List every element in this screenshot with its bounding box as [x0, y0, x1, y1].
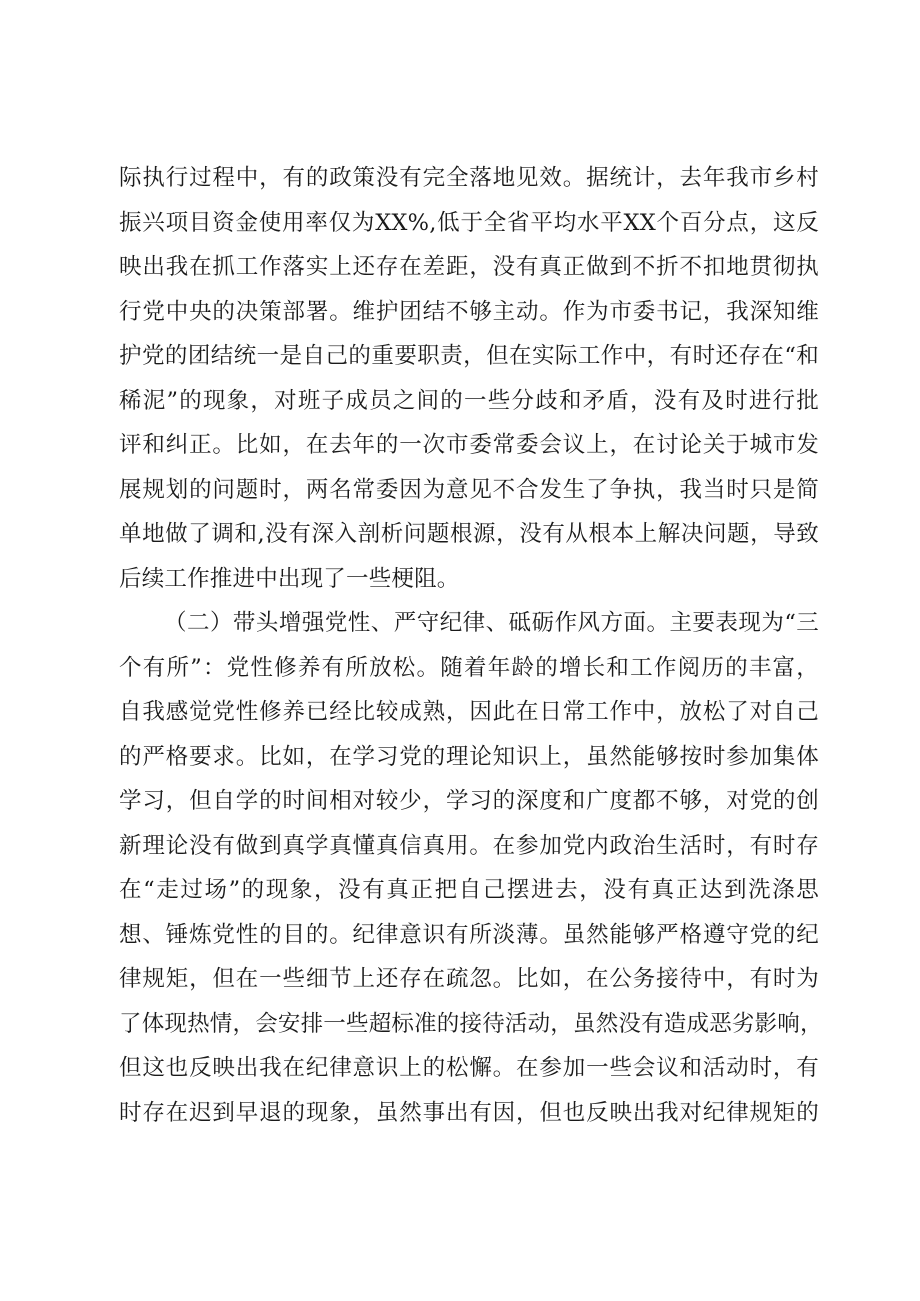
text-line: 自我感觉党性修养已经比较成熟，因此在日常工作中，放松了对自己 — [119, 699, 819, 725]
text-line: 单地做了调和,没有深入剖析问题根源，没有从根本上解决问题，导致 — [119, 521, 819, 547]
text-line: 新理论没有做到真学真懂真信真用。在参加党内政治生活时，有时存 — [119, 832, 819, 859]
text-line: 学习，但自学的时间相对较少，学习的深度和广度都不够，对党的创 — [119, 788, 819, 814]
paragraph-end-line: 后续工作推进中出现了一些梗阻。 — [119, 565, 460, 592]
text-line: 律规矩，但在一些细节上还存在疏忽。比如，在公务接待中，有时为 — [119, 966, 819, 992]
text-line: 时存在迟到早退的现象，虽然事出有因，但也反映出我对纪律规矩的 — [119, 1099, 819, 1126]
text-line: 际执行过程中，有的政策没有完全落地见效。据统计，去年我市乡村 — [119, 165, 819, 191]
text-line: 个有所”：党性修养有所放松。随着年龄的增长和工作阅历的丰富， — [119, 654, 819, 681]
text-line: 护党的团结统一是自己的重要职责，但在实际工作中，有时还存在“和 — [119, 343, 819, 369]
text-line: 展规划的问题时，两名常委因为意见不合发生了争执，我当时只是简 — [119, 476, 819, 503]
text-line: 行党中央的决策部署。维护团结不够主动。作为市委书记，我深知维 — [119, 298, 819, 325]
text-line: 的严格要求。比如，在学习党的理论知识上，虽然能够按时参加集体 — [119, 743, 819, 770]
text-line: 映出我在抓工作落实上还存在差距，没有真正做到不折不扣地贯彻执 — [119, 254, 819, 280]
section-heading-line: （二）带头增强党性、严守纪律、砥砺作风方面。主要表现为“三 — [164, 610, 819, 636]
text-line: 但这也反映出我在纪律意识上的松懈。在参加一些会议和活动时，有 — [119, 1055, 819, 1081]
text-line: 想、锤炼党性的目的。纪律意识有所淡薄。虽然能够严格遵守党的纪 — [119, 921, 819, 948]
text-line: 评和纠正。比如，在去年的一次市委常委会议上，在讨论关于城市发 — [119, 432, 819, 458]
body-text — [119, 156, 823, 1135]
text-line: 振兴项目资金使用率仅为XX%,低于全省平均水平XX个百分点，这反 — [119, 209, 819, 236]
text-line: 在“走过场”的现象，没有真正把自己摆进去，没有真正达到洗涤思 — [119, 877, 819, 903]
text-line: 稀泥”的现象，对班子成员之间的一些分歧和矛盾，没有及时进行批 — [119, 387, 819, 414]
text-line: 了体现热情，会安排一些超标准的接待活动，虽然没有造成恶劣影响， — [119, 1010, 823, 1037]
